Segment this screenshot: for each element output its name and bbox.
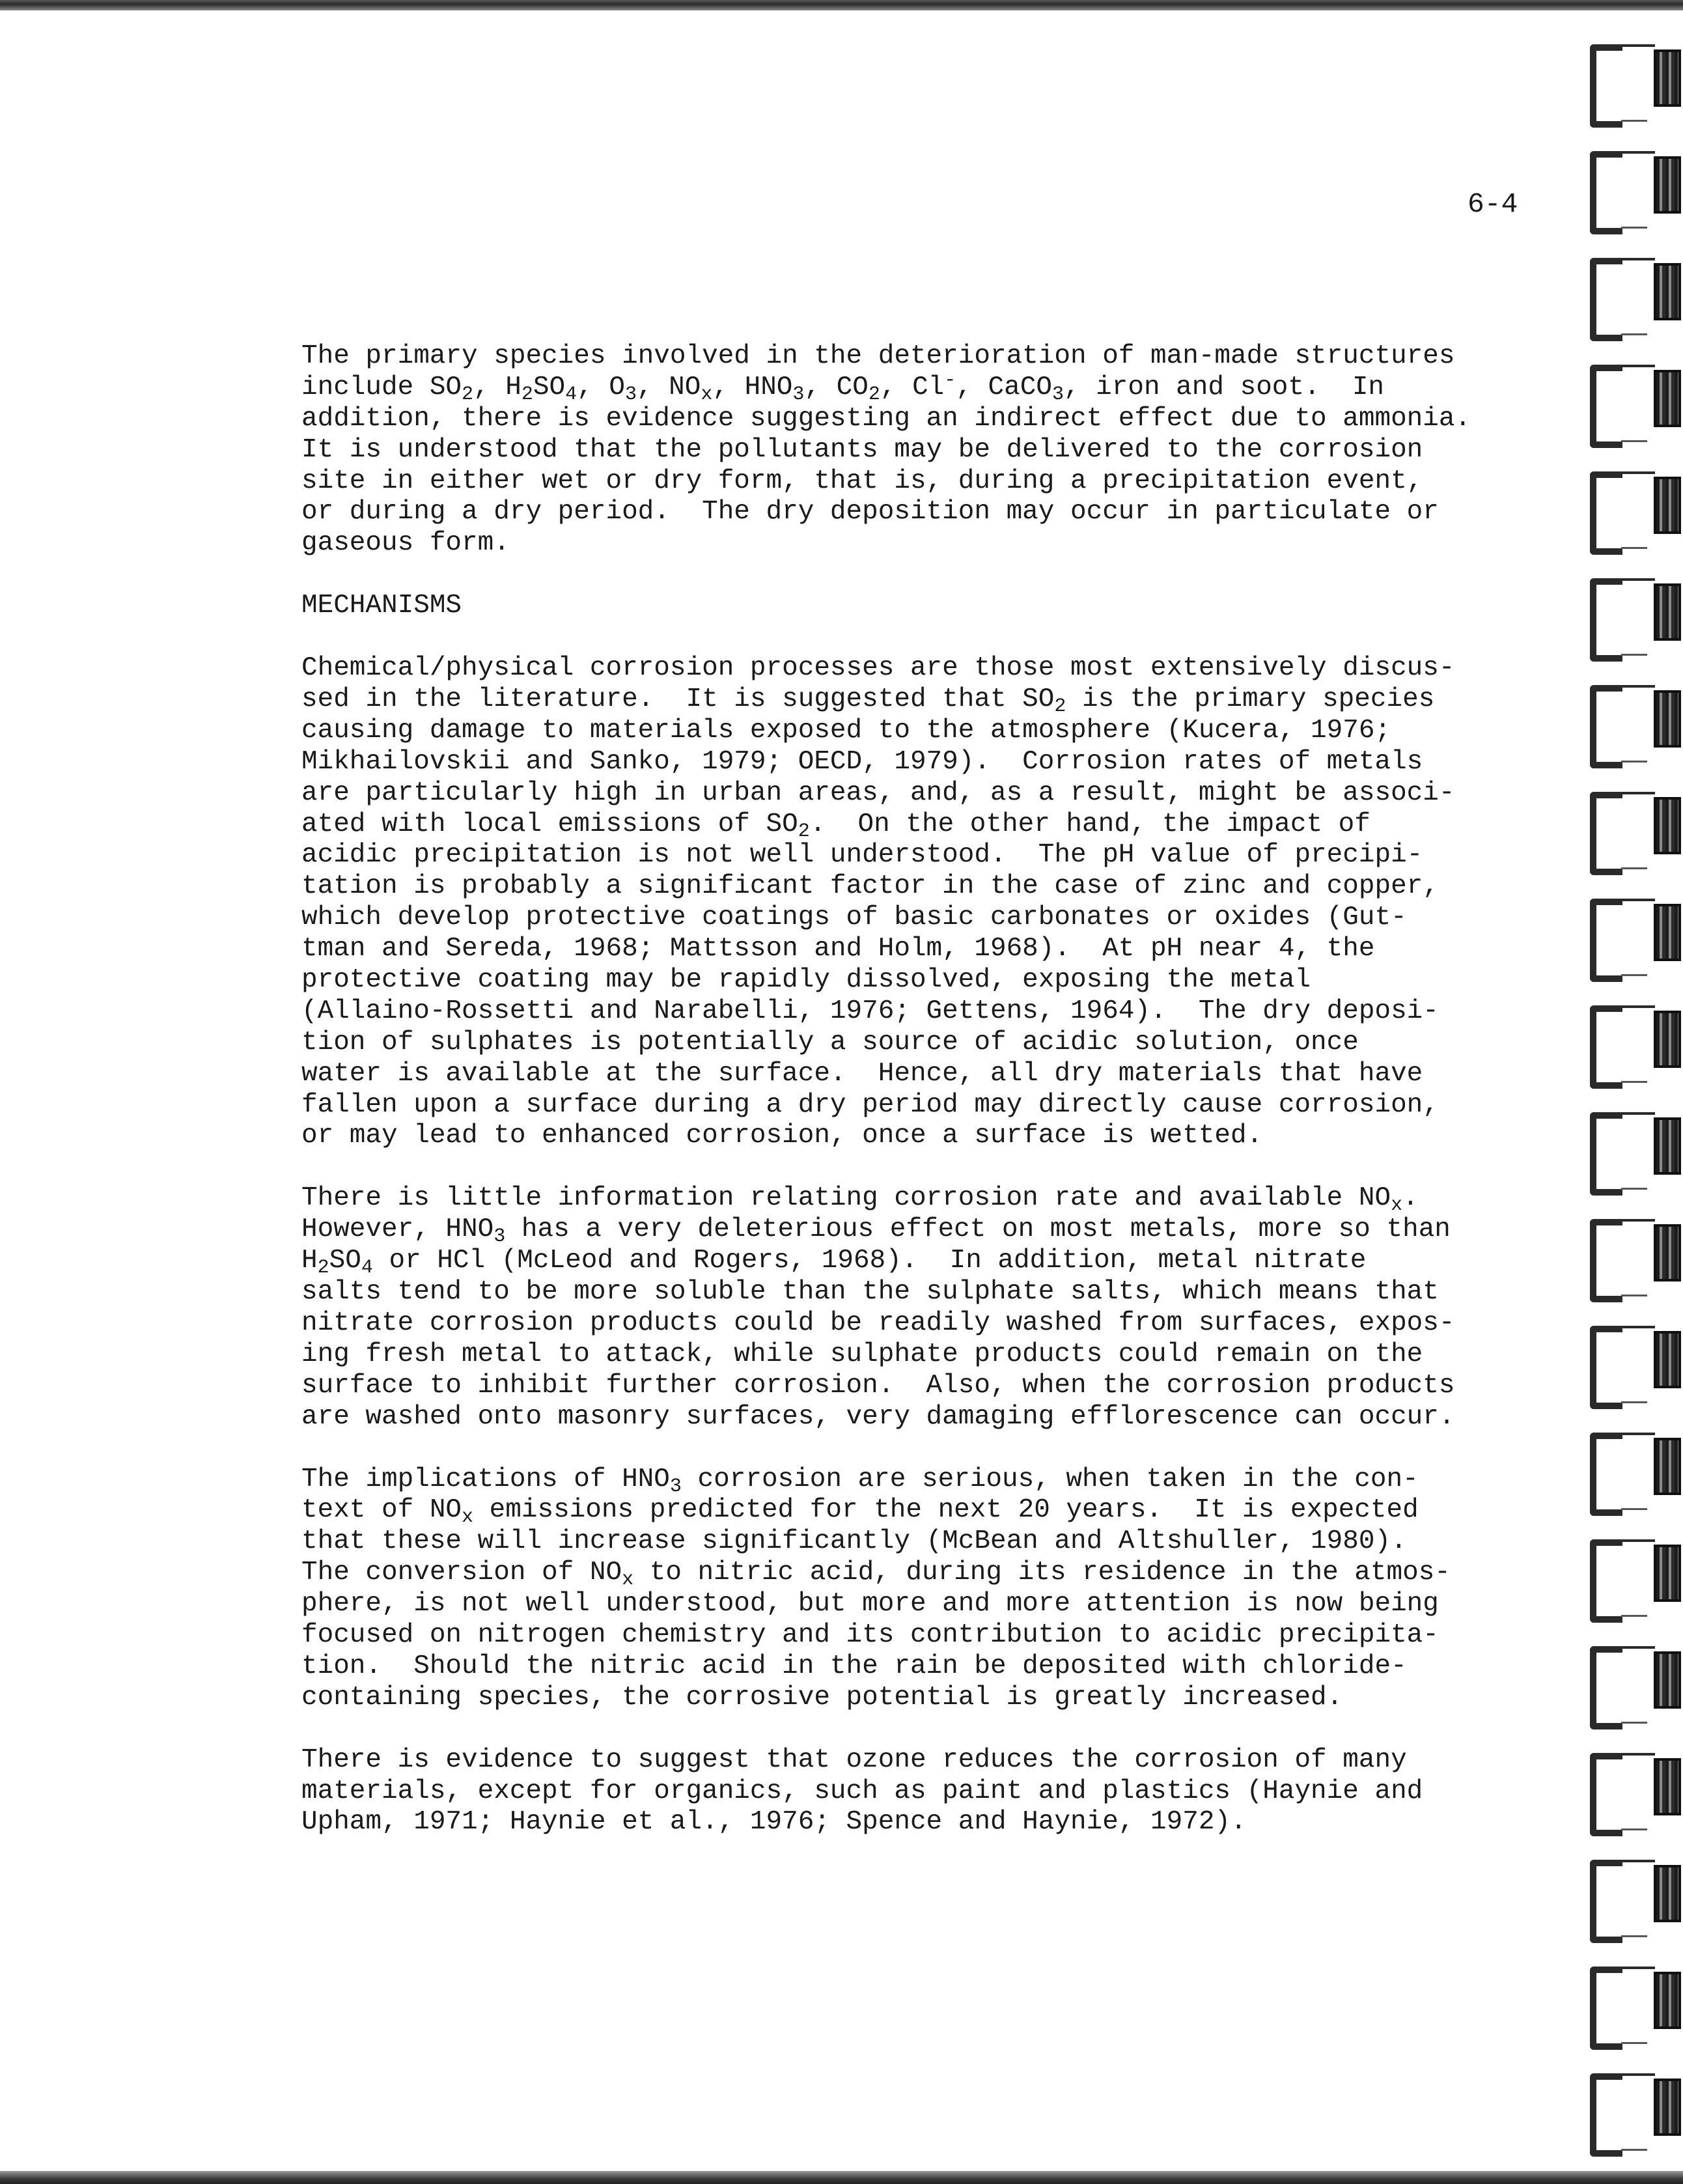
binding-ring: [1582, 1841, 1683, 1946]
binding-ring: [1582, 240, 1683, 344]
binding-ring-slot: [1654, 1011, 1681, 1068]
section-heading: MECHANISMS: [301, 591, 462, 621]
binding-ring-c-tail: [1621, 1326, 1655, 1328]
binding-ring-c-tail: [1621, 365, 1655, 367]
text-run: has a very deleterious effect on most metals, more so than: [505, 1214, 1451, 1245]
binding-ring-slot: [1654, 1117, 1681, 1175]
subscript: x: [622, 1569, 634, 1591]
text-run: The conversion of NO: [301, 1558, 622, 1588]
binding-ring-slot: [1654, 1758, 1681, 1815]
text-run: salts tend to be more soluble than the sulphate salts, which means that: [301, 1277, 1439, 1308]
text-line: [301, 1558, 1451, 1591]
binding-ring-c-tail: [1621, 1753, 1655, 1756]
text-run: water is available at the surface. Hence, all dry materials that have: [301, 1058, 1423, 1089]
binding-ring-c-shape: [1590, 1753, 1622, 1836]
binding-ring-c-shape: [1590, 2073, 1622, 2157]
paragraph-gap: [301, 1433, 1447, 1464]
binding-ring-c-tail2: [1621, 1295, 1647, 1296]
text-line: [301, 497, 1447, 528]
subscript: x: [462, 1506, 474, 1529]
text-run: protective coating may be rapidly dissolved, exposing the metal: [301, 965, 1311, 996]
text-line: [301, 1401, 1455, 1433]
binding-ring: [1582, 1308, 1683, 1412]
binding-ring-c-tail: [1621, 899, 1655, 901]
binding-ring-c-tail2: [1621, 654, 1647, 656]
text-run: are washed onto masonry surfaces, very damaging efflorescence can occur.: [301, 1401, 1455, 1432]
text-run: . On the other hand, the impact of: [809, 809, 1370, 839]
text-run: containing species, the corrosive potential is greatly increased.: [301, 1682, 1343, 1713]
text-run: Mikhailovskii and Sanko, 1979; OECD, 1979). Corrosion rates of metals: [301, 746, 1423, 777]
text-run: , NO: [636, 372, 701, 402]
binding-ring-c-shape: [1590, 1005, 1622, 1089]
binding-ring-c-tail: [1621, 44, 1655, 47]
text-line: [301, 1683, 1447, 1714]
text-line: [301, 1059, 1447, 1090]
subscript: 3: [494, 1225, 506, 1248]
scan-bottom-edge: [0, 2171, 1683, 2184]
spiral-binding: [1582, 0, 1683, 2184]
text-run: , H: [473, 372, 522, 402]
text-run: acidic precipitation is not well understood. The pH value of precipi-: [301, 840, 1423, 871]
text-line: [301, 1028, 1447, 1059]
body-text: [301, 341, 1471, 1838]
text-run: , iron and soot. In: [1063, 372, 1385, 402]
scan-top-edge: [0, 0, 1683, 10]
text-run: There is evidence to suggest that ozone reduces the corrosion of many: [301, 1744, 1407, 1775]
binding-ring-c-tail: [1621, 151, 1655, 154]
binding-ring-c-tail: [1621, 1433, 1655, 1435]
text-run: Chemical/physical corrosion processes are those most extensively discus-: [301, 653, 1455, 684]
text-run: .: [1402, 1183, 1419, 1214]
paragraph-ozone: [301, 1745, 1447, 1839]
binding-ring-c-tail: [1621, 685, 1655, 688]
text-run: site in either wet or dry form, that is, during a precipitation event,: [301, 466, 1423, 496]
binding-ring: [1582, 1094, 1683, 1198]
text-line: [301, 1183, 1447, 1217]
text-run: The primary species involved in the deterioration of man-made structures: [301, 341, 1455, 371]
text-run: H: [301, 1246, 318, 1276]
text-line: [301, 716, 1447, 747]
binding-ring-slot: [1654, 263, 1681, 320]
binding-ring: [1582, 453, 1683, 557]
text-run: tation is probably a significant factor in the case of zinc and copper,: [301, 871, 1439, 902]
binding-ring-c-shape: [1590, 151, 1622, 234]
binding-ring-c-tail2: [1621, 1615, 1647, 1617]
text-line: [301, 965, 1447, 996]
text-run: or may lead to enhanced corrosion, once a surface is wetted.: [301, 1121, 1263, 1151]
text-run: that these will increase significantly (McBean and Altshuller, 1980).: [301, 1526, 1407, 1557]
binding-ring: [1582, 26, 1683, 130]
binding-ring-c-tail2: [1621, 1722, 1647, 1724]
binding-ring: [1582, 346, 1683, 451]
binding-ring-slot: [1654, 904, 1681, 961]
binding-ring-c-tail2: [1621, 974, 1647, 976]
text-run: causing damage to materials exposed to the atmosphere (Kucera, 1976;: [301, 715, 1391, 746]
binding-ring: [1582, 667, 1683, 771]
text-run: The implications of HNO: [301, 1464, 670, 1494]
text-line: [301, 466, 1447, 497]
text-run: , Cl: [880, 372, 945, 402]
text-run: ing fresh metal to attack, while sulphate products could remain on the: [301, 1339, 1423, 1369]
subscript: 3: [1051, 383, 1064, 406]
binding-ring-c-shape: [1590, 899, 1622, 982]
text-line: [301, 1495, 1447, 1529]
text-line: [301, 1526, 1447, 1558]
binding-ring-slot: [1654, 690, 1681, 748]
text-line: [301, 1651, 1447, 1683]
binding-ring-c-tail: [1621, 1219, 1655, 1222]
paragraph-gap: [301, 1152, 1447, 1183]
binding-ring-c-tail: [1621, 1967, 1655, 1969]
binding-ring-c-tail2: [1621, 1188, 1647, 1190]
binding-ring-slot: [1654, 1972, 1681, 2029]
binding-ring-slot: [1654, 1224, 1681, 1281]
binding-ring-c-shape: [1590, 1967, 1622, 2050]
text-run: text of NO: [301, 1495, 462, 1526]
text-run: are particularly high in urban areas, and, as a result, might be associ-: [301, 777, 1455, 808]
binding-ring-slot: [1654, 1331, 1681, 1388]
text-run: focused on nitrogen chemistry and its contribution to acidic precipita-: [301, 1619, 1439, 1650]
paragraph-chemical-physical: [301, 653, 1455, 1152]
binding-ring-c-tail2: [1621, 1401, 1647, 1403]
text-line: [301, 1745, 1447, 1776]
text-line: [301, 747, 1447, 778]
text-line: [301, 809, 1447, 841]
subscript: 2: [462, 383, 474, 406]
subscript: 2: [317, 1257, 329, 1280]
binding-ring-c-tail2: [1621, 2042, 1647, 2044]
binding-ring-c-shape: [1590, 792, 1622, 875]
text-line: [301, 1308, 1455, 1339]
text-run: tion of sulphates is potentially a source of acidic solution, once: [301, 1027, 1359, 1057]
text-line: [301, 1277, 1447, 1308]
text-line: [301, 369, 1447, 406]
text-line: [301, 684, 1447, 716]
text-line: [301, 528, 1447, 559]
text-line: [301, 871, 1447, 903]
text-line: [301, 934, 1447, 965]
text-line: [301, 1620, 1447, 1651]
binding-ring: [1582, 1521, 1683, 1625]
text-line: [301, 1464, 1447, 1496]
binding-ring: [1582, 1414, 1683, 1519]
subscript: 4: [361, 1257, 373, 1280]
binding-ring-c-tail: [1621, 578, 1655, 581]
binding-ring-slot: [1654, 1865, 1681, 1922]
binding-ring-c-tail: [1621, 1539, 1655, 1542]
text-run: to nitric acid, during its residence in the atmos-: [633, 1558, 1451, 1588]
text-run: surface to inhibit further corrosion. Also, when the corrosion products: [301, 1370, 1455, 1401]
text-run: (Allaino-Rossetti and Narabelli, 1976; Gettens, 1964). The dry deposi-: [301, 996, 1439, 1026]
text-run: , CO: [804, 372, 869, 402]
text-run: nitrate corrosion products could be readily washed from surfaces, expos-: [301, 1308, 1455, 1338]
binding-ring: [1582, 880, 1683, 985]
text-line: [301, 403, 1471, 435]
subscript: 2: [1054, 695, 1066, 718]
text-run: materials, except for organics, such as paint and plastics (Haynie and: [301, 1776, 1423, 1806]
subscript: 2: [521, 383, 533, 406]
text-line: [301, 1246, 1447, 1280]
text-line: [301, 1214, 1451, 1248]
paragraph-gap: [301, 1714, 1447, 1745]
binding-ring-c-shape: [1590, 365, 1622, 448]
text-run: Upham, 1971; Haynie et al., 1976; Spence and Haynie, 1972).: [301, 1807, 1247, 1838]
binding-ring-slot: [1654, 2079, 1681, 2136]
binding-ring-slot: [1654, 477, 1681, 534]
text-run: There is little information relating corrosion rate and available NO: [301, 1183, 1391, 1214]
text-line: [301, 996, 1447, 1028]
binding-ring-c-tail: [1621, 1860, 1655, 1862]
binding-ring-c-shape: [1590, 44, 1622, 128]
binding-ring-slot: [1654, 1438, 1681, 1495]
binding-ring-c-shape: [1590, 1646, 1622, 1729]
text-run: SO: [533, 372, 566, 402]
text-line: [301, 1370, 1455, 1402]
text-run: tion. Should the nitric acid in the rain be deposited with chloride-: [301, 1651, 1407, 1681]
binding-ring-c-shape: [1590, 1433, 1622, 1516]
binding-ring-c-tail2: [1621, 547, 1647, 549]
binding-ring-c-tail: [1621, 1112, 1655, 1115]
text-line: [301, 1589, 1447, 1620]
binding-ring-c-shape: [1590, 1112, 1622, 1196]
binding-ring-slot: [1654, 1545, 1681, 1602]
text-run: gaseous form.: [301, 528, 510, 559]
binding-ring-c-tail: [1621, 2073, 1655, 2076]
text-line: [301, 1090, 1447, 1121]
binding-ring-c-tail2: [1621, 1081, 1647, 1083]
binding-ring-c-tail: [1621, 471, 1655, 474]
text-run: or during a dry period. The dry deposition may occur in particulate or: [301, 497, 1439, 527]
text-line: [301, 903, 1447, 934]
text-run: fallen upon a surface during a dry period may directly cause corrosion,: [301, 1089, 1439, 1120]
binding-ring: [1582, 560, 1683, 664]
text-run: include SO: [301, 372, 462, 402]
text-line: [301, 1807, 1447, 1838]
text-run: emissions predicted for the next 20 years. It is expected: [473, 1495, 1419, 1526]
binding-ring-c-tail2: [1621, 1508, 1647, 1510]
text-line: [301, 435, 1447, 466]
binding-ring-c-tail2: [1621, 2149, 1647, 2151]
text-run: phere, is not well understood, but more and more attention is now being: [301, 1589, 1439, 1619]
page-number: 6-4: [1467, 188, 1518, 220]
text-run: which develop protective coatings of basic carbonates or oxides (Gut-: [301, 903, 1407, 933]
binding-ring: [1582, 987, 1683, 1091]
text-line: [301, 341, 1455, 372]
binding-ring-c-tail2: [1621, 227, 1647, 229]
text-line: [301, 1776, 1447, 1808]
text-line: [301, 653, 1455, 684]
binding-ring-slot: [1654, 1651, 1681, 1709]
binding-ring-c-shape: [1590, 1539, 1622, 1623]
binding-ring-c-shape: [1590, 258, 1622, 341]
binding-ring-c-tail2: [1621, 333, 1647, 335]
text-run: , CaCO: [956, 372, 1052, 402]
binding-ring: [1582, 774, 1683, 878]
binding-ring-slot: [1654, 370, 1681, 427]
text-run: SO: [329, 1246, 361, 1276]
binding-ring-c-tail: [1621, 258, 1655, 260]
subscript: 3: [669, 1475, 682, 1498]
binding-ring-c-tail2: [1621, 120, 1647, 122]
subscript: x: [701, 383, 713, 406]
text-line: [301, 1339, 1447, 1371]
superscript: -: [944, 369, 956, 391]
binding-ring-c-shape: [1590, 578, 1622, 662]
text-run: or HCl (McLeod and Rogers, 1968). In addition, metal nitrate: [372, 1246, 1367, 1276]
binding-ring-c-shape: [1590, 471, 1622, 555]
subscript: 2: [798, 820, 810, 843]
binding-ring-c-tail2: [1621, 761, 1647, 763]
binding-ring-c-shape: [1590, 1219, 1622, 1302]
binding-ring-c-tail2: [1621, 1828, 1647, 1830]
text-run: It is understood that the pollutants may be delivered to the corrosion: [301, 434, 1423, 465]
binding-ring-c-shape: [1590, 1860, 1622, 1943]
text-line: [301, 840, 1447, 871]
binding-ring: [1582, 133, 1683, 237]
binding-ring-c-tail2: [1621, 867, 1647, 869]
text-run: addition, there is evidence suggesting an indirect effect due to ammonia.: [301, 403, 1471, 434]
binding-ring-c-shape: [1590, 1326, 1622, 1409]
text-run: ated with local emissions of SO: [301, 809, 798, 839]
binding-ring-slot: [1654, 156, 1681, 214]
binding-ring-slot: [1654, 583, 1681, 641]
binding-ring: [1582, 2055, 1683, 2159]
binding-ring-c-tail2: [1621, 440, 1647, 442]
binding-ring: [1582, 1735, 1683, 1839]
binding-ring-c-tail: [1621, 1005, 1655, 1008]
binding-ring-c-tail: [1621, 792, 1655, 794]
text-line: [301, 777, 1455, 809]
paragraph-nox: [301, 1183, 1455, 1433]
binding-ring-c-tail: [1621, 1646, 1655, 1649]
binding-ring: [1582, 1948, 1683, 2052]
subscript: 2: [868, 383, 880, 406]
subscript: x: [1391, 1194, 1403, 1217]
paragraph-hno3: [301, 1464, 1451, 1714]
text-run: corrosion are serious, when taken in the con-: [681, 1464, 1419, 1494]
paragraph-intro: [301, 341, 1471, 559]
subscript: 3: [624, 383, 637, 406]
text-line: [301, 1121, 1447, 1152]
binding-ring-c-tail2: [1621, 1935, 1647, 1937]
text-run: However, HNO: [301, 1214, 494, 1245]
binding-ring: [1582, 1628, 1683, 1732]
text-run: , HNO: [712, 372, 793, 402]
text-run: is the primary species: [1066, 684, 1435, 715]
binding-ring-c-shape: [1590, 685, 1622, 768]
subscript: 3: [792, 383, 805, 406]
text-run: , O: [577, 372, 625, 402]
binding-ring: [1582, 1201, 1683, 1305]
subscript: 4: [565, 383, 577, 406]
binding-ring-slot: [1654, 49, 1681, 107]
paragraph-gap: [301, 622, 1447, 653]
text-run: tman and Sereda, 1968; Mattsson and Holm, 1968). At pH near 4, the: [301, 934, 1375, 964]
text-run: sed in the literature. It is suggested that SO: [301, 684, 1055, 715]
binding-ring-slot: [1654, 797, 1681, 854]
